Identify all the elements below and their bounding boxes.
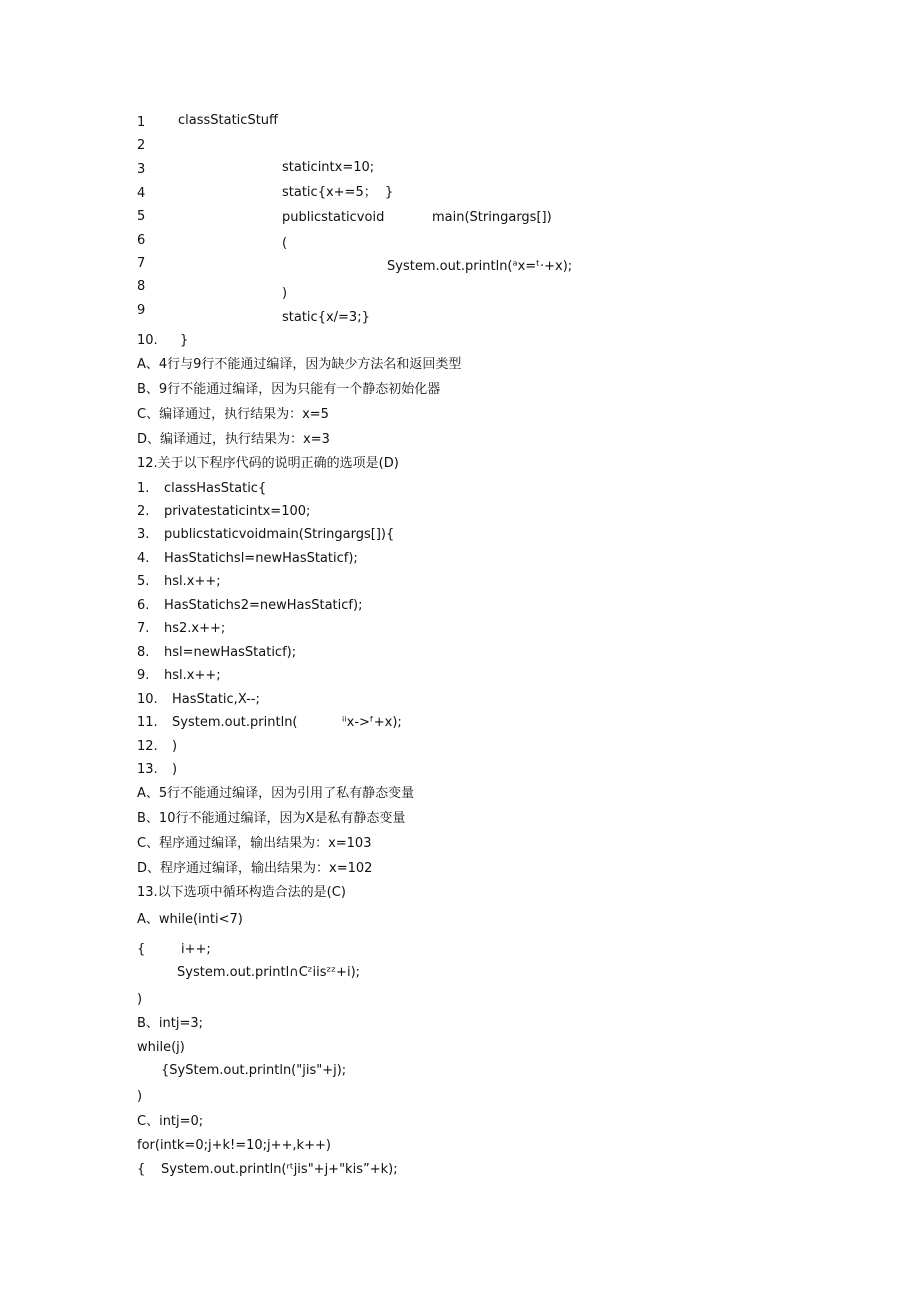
line-number: 11.	[137, 715, 158, 730]
option-d: D、编译通过，执行结果为：x=3	[137, 432, 330, 447]
line-number: 3.	[137, 527, 150, 542]
code-line: }	[180, 333, 189, 348]
code-line: )	[137, 992, 143, 1007]
code-line: HasStatichs2=newHasStaticf);	[164, 598, 363, 613]
code-line: classHasStatic{	[164, 481, 267, 496]
line-number: 1	[137, 115, 146, 130]
line-number: 6	[137, 233, 146, 248]
code-line: main(Stringargs[])	[432, 210, 552, 225]
option-d: D、程序通过编译，输出结果为：x=102	[137, 861, 373, 876]
line-number: 4	[137, 186, 146, 201]
line-number: 6.	[137, 598, 150, 613]
code-line: hs2.x++;	[164, 621, 226, 636]
line-number: 9.	[137, 668, 150, 683]
code-line: System.out.println(ʳᵗjis"+j+"kis”+k);	[161, 1162, 398, 1177]
option-c: C、intj=0;	[137, 1114, 204, 1129]
code-line: ⁱⁱx->ᶠ+x);	[342, 715, 402, 730]
line-number: 8.	[137, 645, 150, 660]
code-line: )	[172, 762, 178, 777]
question-13: 13.以下选项中循环构造合法的是(C)	[137, 885, 346, 900]
code-line: HasStatichsl=newHasStaticf);	[164, 551, 358, 566]
option-b: B、9行不能通过编译，因为只能有一个静态初始化器	[137, 382, 441, 397]
code-line: System.out.println(ᵃx=ᵗ·+x);	[387, 259, 573, 274]
line-number: 13.	[137, 762, 158, 777]
option-c: C、程序通过编译，输出结果为：x=103	[137, 836, 372, 851]
line-number: 10.	[137, 333, 158, 348]
option-a: A、5行不能通过编译，因为引用了私有静态变量	[137, 786, 415, 801]
line-number: 8	[137, 279, 146, 294]
question-12: 12.关于以下程序代码的说明正确的选项是(D)	[137, 456, 399, 471]
line-number: 12.	[137, 739, 158, 754]
code-line: hsl.x++;	[164, 668, 221, 683]
option-b: B、intj=3;	[137, 1016, 204, 1031]
option-a: A、while(inti<7)	[137, 912, 243, 927]
line-number: 7.	[137, 621, 150, 636]
line-number: 9	[137, 303, 146, 318]
code-line: hsl.x++;	[164, 574, 221, 589]
line-number: 5	[137, 209, 146, 224]
line-number: 7	[137, 256, 146, 271]
code-line: {	[137, 942, 146, 957]
code-line: )	[137, 1089, 143, 1104]
option-a: A、4行与9行不能通过编译，因为缺少方法名和返回类型	[137, 357, 462, 372]
line-number: 5.	[137, 574, 150, 589]
code-line: for(intk=0;j+k!=10;j++,k++)	[137, 1138, 331, 1153]
code-line: HasStatic,X--;	[172, 692, 260, 707]
code-line: i++;	[181, 942, 211, 957]
option-c: C、编译通过，执行结果为：x=5	[137, 407, 329, 422]
line-number: 3	[137, 162, 146, 177]
code-line: {SyStem.out.println("jis"+j);	[161, 1063, 347, 1078]
code-line: {	[137, 1162, 146, 1177]
line-number: 2.	[137, 504, 150, 519]
line-number: 2	[137, 138, 146, 153]
code-line: static{x/=3;}	[282, 310, 370, 325]
line-number: 10.	[137, 692, 158, 707]
code-line: )	[282, 286, 288, 301]
code-line: staticintx=10;	[282, 160, 375, 175]
code-line: System.out.println(	[172, 715, 298, 730]
line-number: 1.	[137, 481, 150, 496]
code-line: (	[282, 236, 288, 251]
code-line: while(j)	[137, 1040, 185, 1055]
option-b: B、10行不能通过编译，因为X是私有静态变量	[137, 811, 406, 826]
code-line: static{x+=5； }	[282, 185, 394, 200]
code-line: System.out.printl∩Cᶻiisᶻᶻ+i);	[177, 965, 361, 980]
code-line: classStaticStuff	[178, 113, 278, 128]
code-line: )	[172, 739, 178, 754]
code-line: publicstaticvoidmain(Stringargs[]){	[164, 527, 395, 542]
code-line: privatestaticintx=100;	[164, 504, 311, 519]
code-line: hsl=newHasStaticf);	[164, 645, 297, 660]
line-number: 4.	[137, 551, 150, 566]
code-line: publicstaticvoid	[282, 210, 385, 225]
